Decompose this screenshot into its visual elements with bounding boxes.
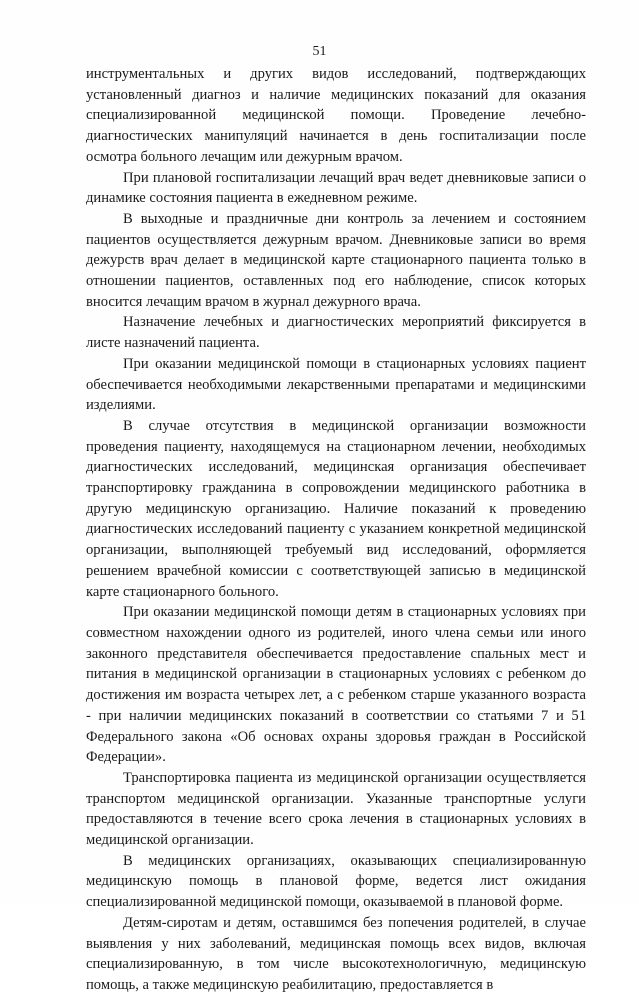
paragraph-continuation: инструментальных и других видов исследований, подтверждающих установленный диагноз и наличие медицинских показаний для оказания специализированной медицинской помощи. Проведение лечебно-диагностических манипуляций начинается в день госпитализации после осмотра больного лечащим или дежурным врачом. [86,66,586,165]
page-number: 51 [312,44,327,59]
paragraph: В случае отсутствия в медицинской организации возможности проведения пациенту, находящемуся на стационарном лечении, необходимых диагностических исследований, медицинская организация обеспечивает транспортировку гражданина в сопровождении медицинского работника в другую медицинскую организацию. Наличие показаний к проведению диагностических исследований пациенту с указанием конкретной медицинской организации, выполняющей требуемый вид исследований, оформляется решением врачебной комиссии с соответствующей записью в медицинской карте стационарного больного. [86,417,586,600]
paragraph: Назначение лечебных и диагностических мероприятий фиксируется в листе назначений пациента. [86,314,586,352]
paragraph: При оказании медицинской помощи детям в стационарных условиях при совместном нахождении одного из родителей, иного члена семьи или иного законного представителя обеспечивается предоставление спальных мест и питания в медицинской организации в стационарных условиях с ребенком до достижения им возраста четырех лет, а с ребенком старше указанного возраста - при наличии медицинских показаний в соответствии со статьями 7 и 51 Федерального закона «Об основах охраны здоровья граждан в Российской Федерации». [86,604,586,766]
paragraph: Детям-сиротам и детям, оставшимся без попечения родителей, в случае выявления у них заболеваний, медицинская помощь всех видов, включая специализированную, в том числе высокотехнологичную, медицинскую помощь, а также медицинскую реабилитацию, предоставляется в [86,914,586,993]
paragraph: При оказании медицинской помощи в стационарных условиях пациент обеспечивается необходимыми лекарственными препаратами и медицинскими изделиями. [86,355,586,414]
paragraph: В медицинских организациях, оказывающих специализированную медицинскую помощь в плановой форме, ведется лист ожидания специализированной медицинской помощи, оказываемой в плановой форме. [86,852,586,911]
paragraph: В выходные и праздничные дни контроль за лечением и состоянием пациентов осуществляется дежурным врачом. Дневниковые записи во время дежурств врач делает в медицинской карте стационарного пациента только в отношении пациентов, оставленных под его наблюдение, список которых вносится лечащим врачом в журнал дежурного врача. [86,210,586,310]
paragraph: Транспортировка пациента из медицинской организации осуществляется транспортом медицинской организации. Указанные транспортные услуги предоставляются в течение всего срока лечения в стационарных условиях в медицинской организации. [86,769,586,849]
paragraph: При плановой госпитализации лечащий врач ведет дневниковые записи о динамике состояния пациента в ежедневном режиме. [86,169,586,207]
document-text [86,64,586,996]
